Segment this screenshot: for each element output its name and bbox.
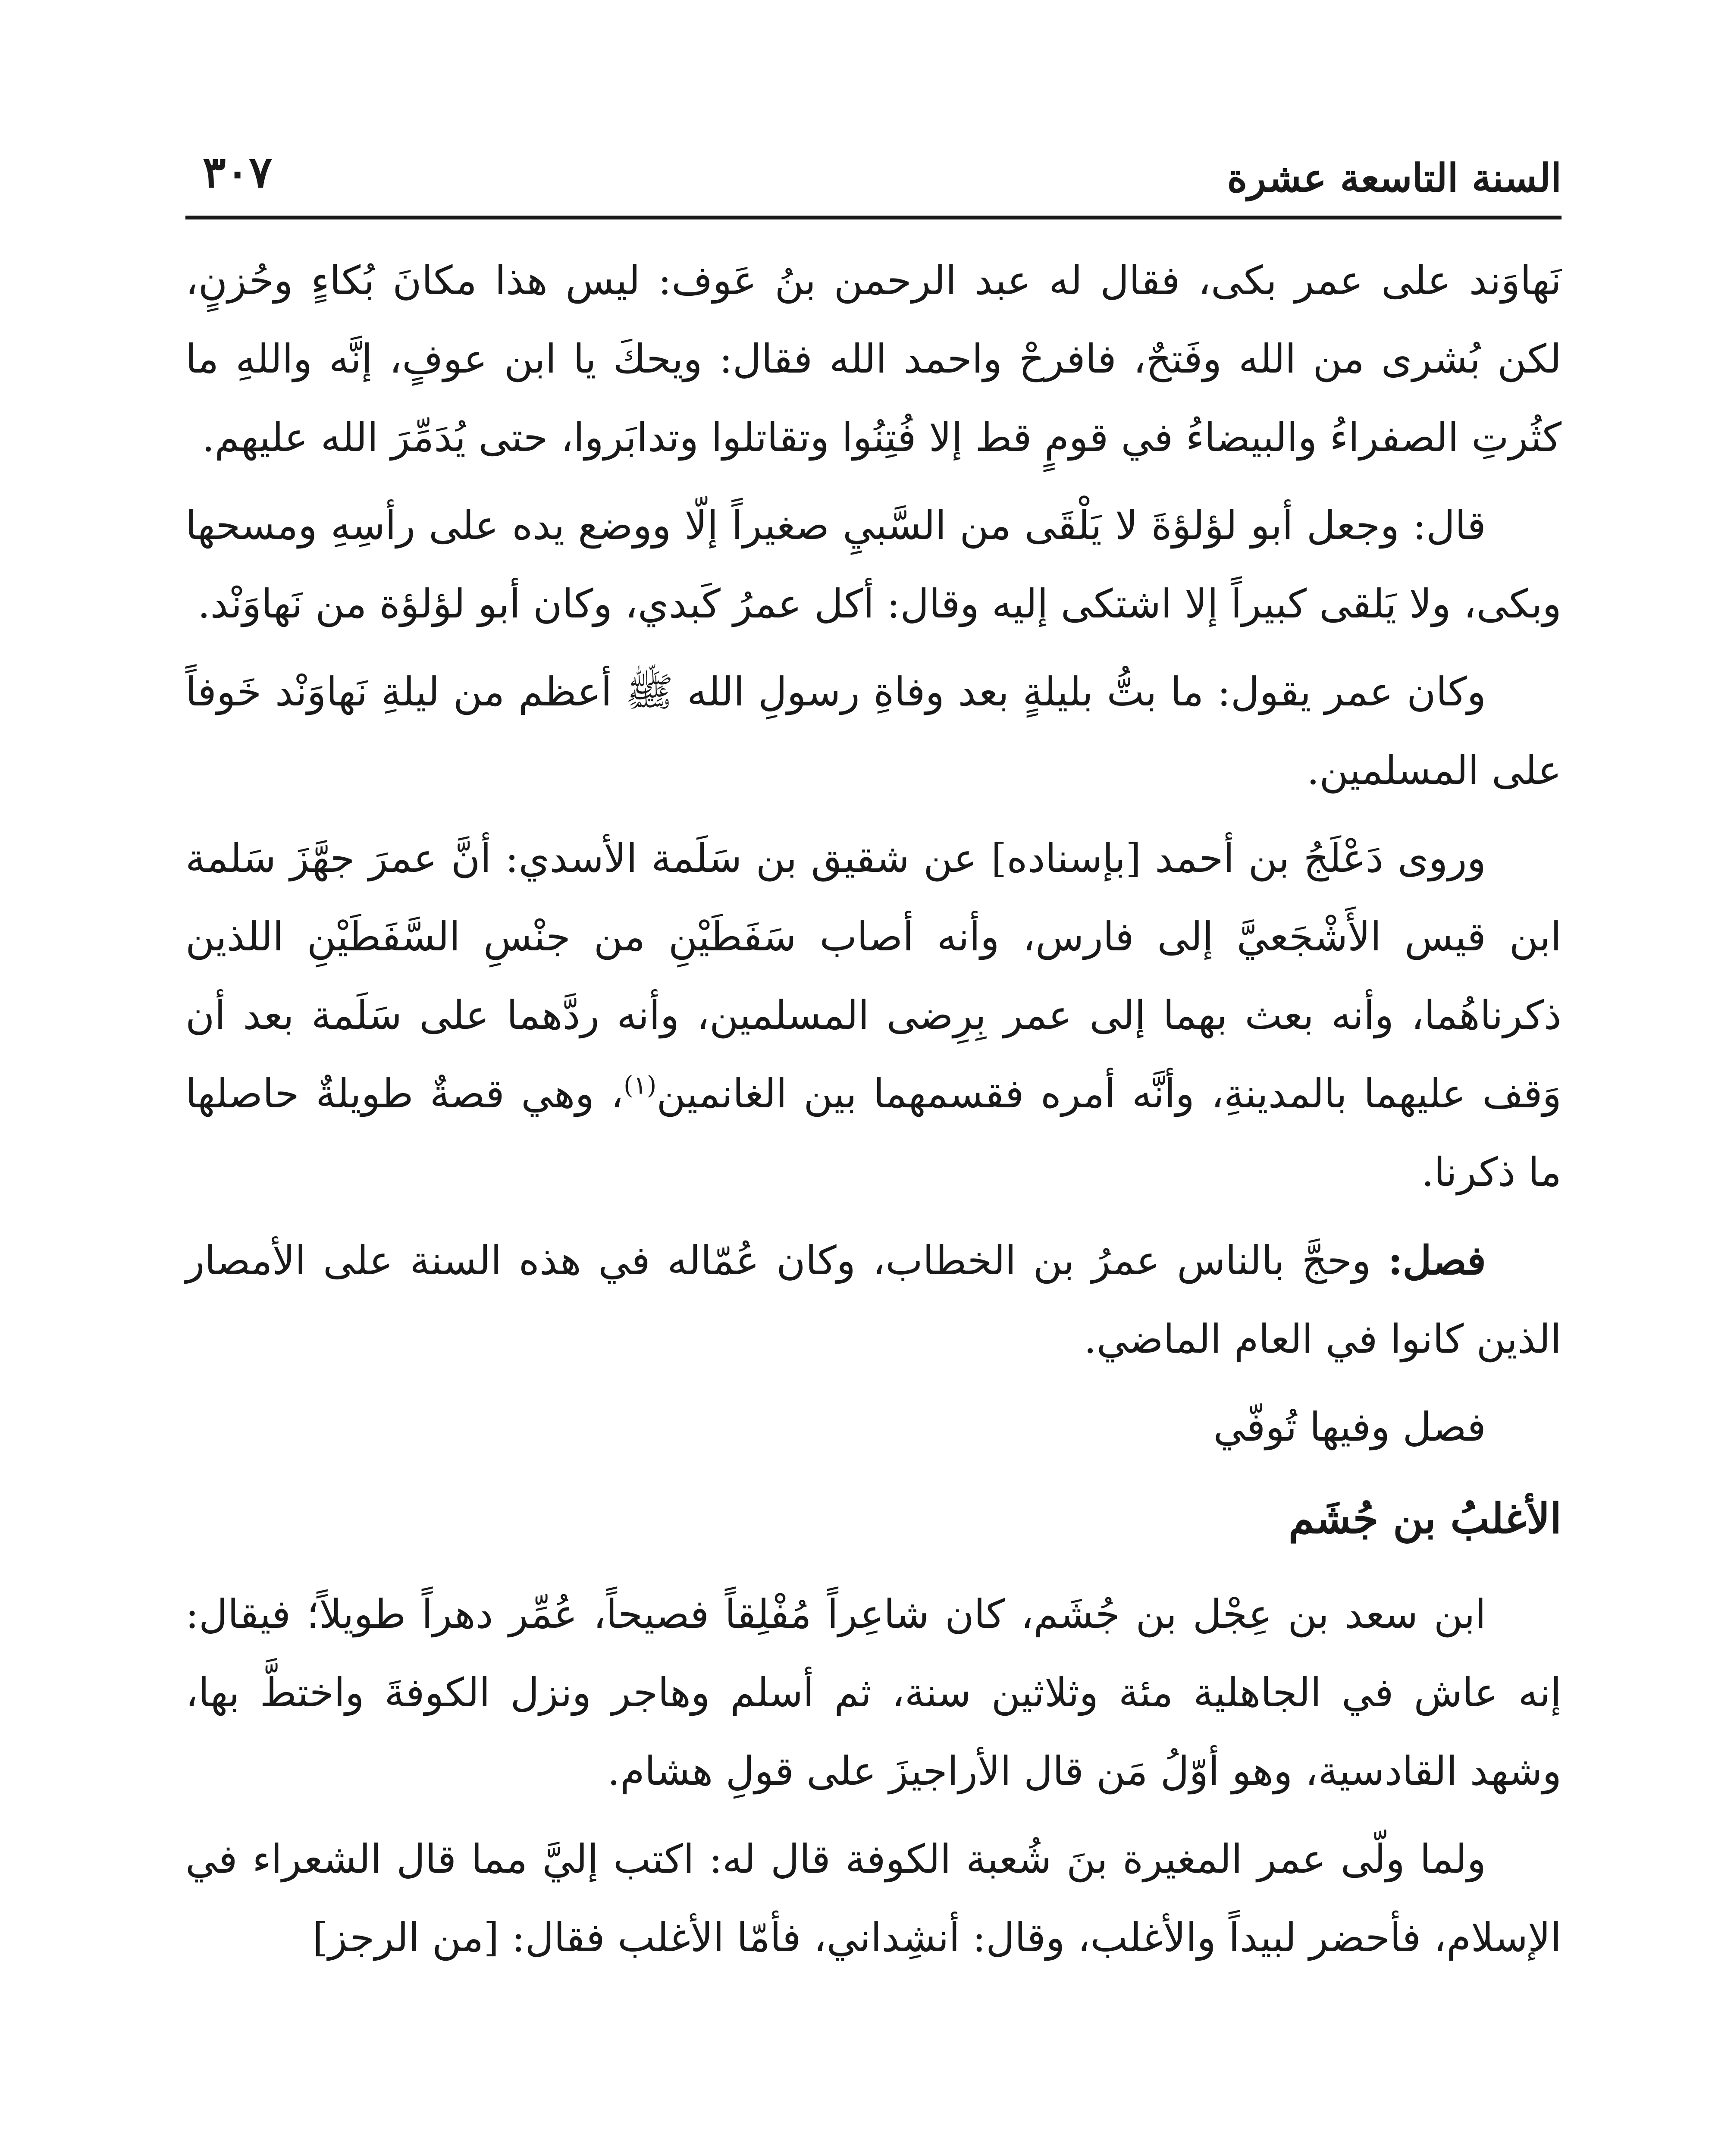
fasl-label: فصل: bbox=[1388, 1237, 1486, 1284]
paragraph-6: فصل وفيها تُوفّي bbox=[1213, 1404, 1486, 1450]
page-number: ٣٠٧ bbox=[203, 147, 273, 197]
running-title: السنة التاسعة عشرة bbox=[1227, 155, 1562, 201]
paragraph-3: وكان عمر يقول: ما بتُّ بليلةٍ بعد وفاةِ رسولِ الله ﷺ أعظم من ليلةِ نَهاوَنْد خَوفاً على المسلمين. bbox=[185, 669, 1562, 793]
paragraph-7: ابن سعد بن عِجْل بن جُشَم، كان شاعِراً مُفْلِقاً فصيحاً، عُمِّر دهراً طويلاً؛ فيقال: إنه عاش في الجاهلية مئة وثلاثين سنة، ثم أسلم وهاجر ونزل الكوفةَ واختطَّ بها، وشهد القادسية، وهو أوّلُ مَن قال الأراجيزَ على قولِ هشام. bbox=[185, 1591, 1562, 1794]
section-heading: الأغلبُ بن جُشَم bbox=[1288, 1494, 1562, 1543]
paragraph-5-text: وحجَّ بالناس عمرُ بن الخطاب، وكان عُمّاله في هذه السنة على الأمصار الذين كانوا في العام الماضي. bbox=[185, 1238, 1562, 1362]
header-rule bbox=[185, 216, 1562, 219]
paragraph-4 bbox=[185, 819, 1562, 1212]
paragraph-4-main: وروى دَعْلَجُ بن أحمد [بإسناده] عن شقيق بن سَلَمة الأسدي: أنَّ عمرَ جهَّزَ سَلمة ابن قيس الأَشْجَعيَّ إلى فارس، وأنه أصاب سَفَطَيْنِ من جنْسِ السَّفَطَيْنِ اللذين ذكرناهُما، وأنه بعث بهما إلى عمر بِرِضى المسلمين، وأنه ردَّهما على سَلَمة بعد أن وَقف عليهما بالمدينةِ، وأنَّه أمره فقسمهما بين الغانمين bbox=[185, 835, 1562, 1117]
main-text bbox=[185, 241, 1562, 1987]
paragraph-4-tail: ، وهي قصةٌ طويلةٌ حاصلها ما ذكرنا. bbox=[185, 1071, 1562, 1195]
paragraph-5 bbox=[185, 1221, 1562, 1379]
footnote-reference: (١) bbox=[623, 1070, 657, 1100]
running-head bbox=[185, 129, 1562, 211]
paragraph-8: ولما ولّى عمر المغيرة بنَ شُعبة الكوفة قال له: اكتب إليَّ مما قال الشعراء في الإسلام، فأحضر لبيداً والأغلب، وقال: أنشِداني، فأمّا الأغلب فقال: [من الرجز] bbox=[185, 1836, 1562, 1961]
paragraph-2: قال: وجعل أبو لؤلؤةَ لا يَلْقَى من السَّبيِ صغيراً إلّا ووضع يده على رأسِهِ ومسحها وبكى، ولا يَلقى كبيراً إلا اشتكى إليه وقال: أكل عمرُ كَبدي، وكان أبو لؤلؤة من نَهاوَنْد. bbox=[185, 502, 1562, 627]
paragraph-1: نَهاوَند على عمر بكى، فقال له عبد الرحمن بنُ عَوف: ليس هذا مكانَ بُكاءٍ وحُزنٍ، لكن بُشرى من الله وفَتحٌ، فافرحْ واحمد الله فقال: ويحكَ يا ابن عوفٍ، إنَّه واللهِ ما كثُرتِ الصفراءُ والبيضاءُ في قومٍ قط إلا فُتِنُوا وتقاتلوا وتدابَروا، حتى يُدَمِّرَ الله عليهم. bbox=[185, 257, 1562, 461]
